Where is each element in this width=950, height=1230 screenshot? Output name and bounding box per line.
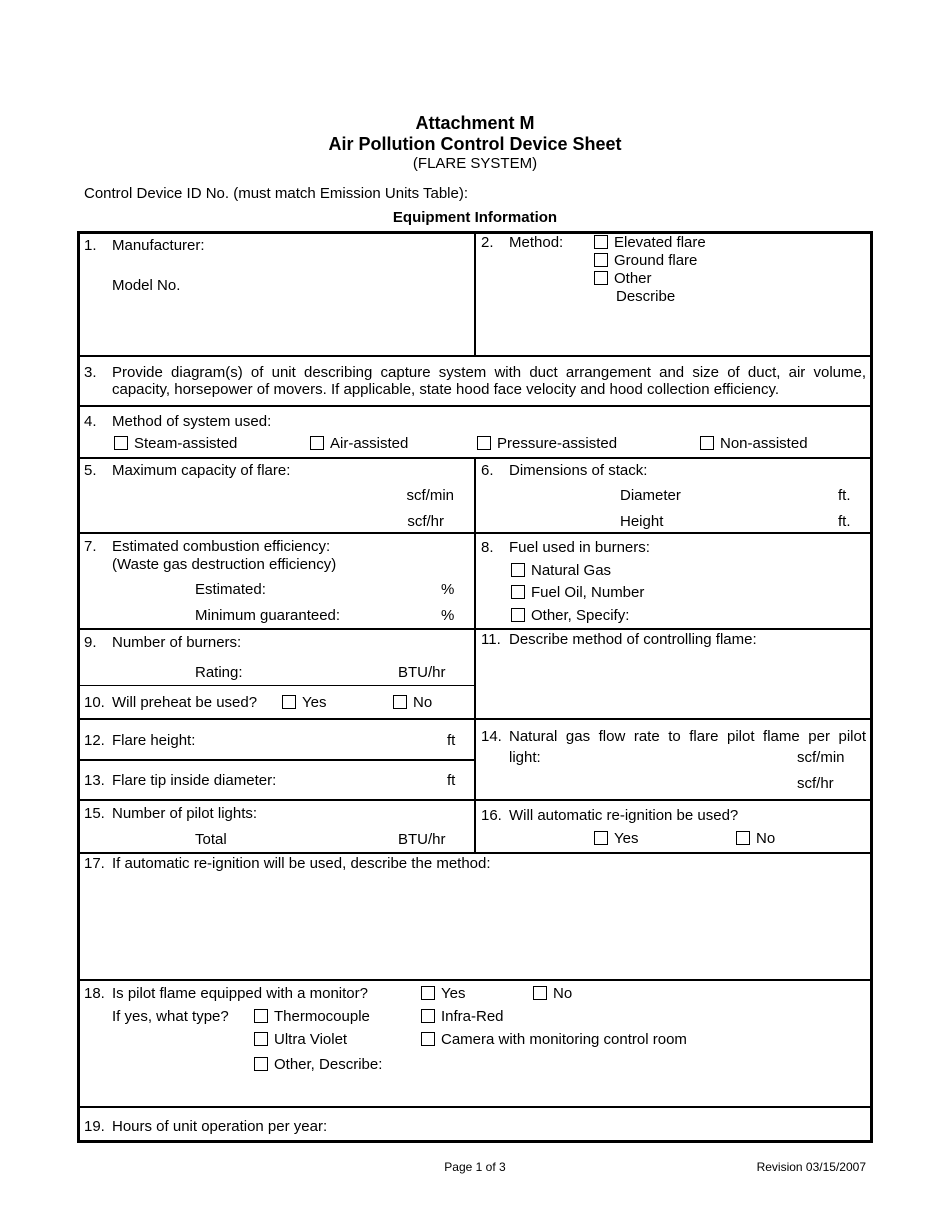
infra-red-checkbox[interactable]	[421, 1009, 435, 1023]
air-assisted-label: Air-assisted	[330, 435, 409, 452]
pressure-assisted-label: Pressure-assisted	[497, 435, 618, 452]
reignition-yes-checkbox[interactable]	[594, 831, 608, 845]
monitor-type-label: If yes, what type?	[112, 1008, 229, 1025]
non-assisted-checkbox[interactable]	[700, 436, 714, 450]
q14-number: 14.	[481, 728, 502, 745]
page-number: Page 1 of 3	[444, 1160, 506, 1174]
operation-hours-label: Hours of unit operation per year:	[112, 1118, 328, 1135]
reignition-method-label: If automatic re-ignition will be used, describe the method:	[112, 855, 491, 872]
table-border-left	[77, 231, 80, 1143]
q1-number: 1.	[84, 237, 97, 254]
describe-label: Describe	[616, 288, 676, 305]
form-title: Air Pollution Control Device Sheet	[328, 134, 622, 154]
infra-red-label: Infra-Red	[441, 1008, 504, 1025]
q8-number: 8.	[481, 539, 494, 556]
capacity-unit-scfmin: scf/min	[406, 487, 454, 504]
pilot-gas-unit-scfhr: scf/hr	[797, 775, 834, 792]
fuel-oil-label: Fuel Oil, Number	[531, 584, 645, 601]
table-border-right	[870, 231, 873, 1143]
q11-number: 11.	[481, 631, 501, 648]
preheat-yes-checkbox[interactable]	[282, 695, 296, 709]
form-subtitle: (FLARE SYSTEM)	[412, 155, 538, 172]
q15-number: 15.	[84, 805, 105, 822]
column-divider	[474, 457, 476, 854]
q13-number: 13.	[84, 772, 105, 789]
other-method-label: Other	[614, 270, 652, 287]
flare-tip-diameter-label: Flare tip inside diameter:	[112, 772, 277, 789]
thermocouple-label: Thermocouple	[274, 1008, 370, 1025]
capacity-unit-scfhr: scf/hr	[407, 513, 444, 530]
natural-gas-label: Natural Gas	[531, 562, 612, 579]
minimum-unit: %	[441, 607, 455, 624]
ultra-violet-checkbox[interactable]	[254, 1032, 268, 1046]
minimum-guaranteed-label: Minimum guaranteed:	[195, 607, 341, 624]
q3-text-line2: capacity, horsepower of movers. If applicable, state hood face velocity and hood collection efficiency.	[112, 381, 780, 398]
camera-label: Camera with monitoring control room	[441, 1031, 687, 1048]
preheat-yes-label: Yes	[302, 694, 327, 711]
system-method-label: Method of system used:	[112, 413, 272, 430]
q3-text-line1: Provide diagram(s) of unit describing capture system with duct arrangement and size of duct, air volume,	[112, 364, 866, 381]
section-label: Equipment Information	[392, 209, 558, 226]
natural-gas-checkbox[interactable]	[511, 563, 525, 577]
reignition-no-label: No	[756, 830, 776, 847]
revision-date: Revision 03/15/2007	[756, 1160, 866, 1174]
elevated-flare-checkbox[interactable]	[594, 235, 608, 249]
control-device-id-label: Control Device ID No. (must match Emission Units Table):	[84, 185, 469, 202]
steam-assisted-label: Steam-assisted	[134, 435, 238, 452]
row-divider	[77, 685, 475, 686]
flame-control-label: Describe method of controlling flame:	[509, 631, 757, 648]
pilot-lights-label: Number of pilot lights:	[112, 805, 258, 822]
pilot-gas-unit-scfmin: scf/min	[797, 749, 845, 766]
preheat-no-label: No	[413, 694, 433, 711]
reignition-label: Will automatic re-ignition be used?	[509, 807, 739, 824]
q5-number: 5.	[84, 462, 97, 479]
row-divider	[77, 405, 873, 407]
diameter-unit: ft.	[838, 487, 851, 504]
row-divider	[77, 979, 873, 981]
q16-number: 16.	[481, 807, 502, 824]
height-label: Height	[620, 513, 664, 530]
thermocouple-checkbox[interactable]	[254, 1009, 268, 1023]
height-unit: ft.	[838, 513, 851, 530]
max-capacity-label: Maximum capacity of flare:	[112, 462, 291, 479]
steam-assisted-checkbox[interactable]	[114, 436, 128, 450]
method-label: Method:	[509, 234, 564, 251]
rating-label: Rating:	[195, 664, 243, 681]
ground-flare-label: Ground flare	[614, 252, 698, 269]
q7-number: 7.	[84, 538, 97, 555]
row-divider	[77, 759, 475, 761]
non-assisted-label: Non-assisted	[720, 435, 808, 452]
q4-number: 4.	[84, 413, 97, 430]
manufacturer-label: Manufacturer:	[112, 237, 205, 254]
ground-flare-checkbox[interactable]	[594, 253, 608, 267]
model-no-label: Model No.	[112, 277, 181, 294]
estimated-unit: %	[441, 581, 455, 598]
flare-height-unit: ft	[447, 732, 456, 749]
stack-dimensions-label: Dimensions of stack:	[509, 462, 648, 479]
ultra-violet-label: Ultra Violet	[274, 1031, 348, 1048]
q12-number: 12.	[84, 732, 105, 749]
q2-number: 2.	[481, 234, 494, 251]
combustion-efficiency-label: Estimated combustion efficiency:	[112, 538, 331, 555]
q6-number: 6.	[481, 462, 494, 479]
reignition-no-checkbox[interactable]	[736, 831, 750, 845]
q9-number: 9.	[84, 634, 97, 651]
table-border-bottom	[77, 1140, 873, 1143]
monitor-label: Is pilot flame equipped with a monitor?	[112, 985, 368, 1002]
pilot-total-label: Total	[195, 831, 227, 848]
monitor-no-label: No	[553, 985, 573, 1002]
flare-height-label: Flare height:	[112, 732, 196, 749]
reignition-yes-label: Yes	[614, 830, 639, 847]
other-fuel-checkbox[interactable]	[511, 608, 525, 622]
pilot-total-unit: BTU/hr	[398, 831, 446, 848]
number-of-burners-label: Number of burners:	[112, 634, 242, 651]
pilot-gas-flow-label-cont: light:	[509, 749, 541, 766]
other-monitor-checkbox[interactable]	[254, 1057, 268, 1071]
q18-number: 18.	[84, 985, 105, 1002]
rating-unit: BTU/hr	[398, 664, 446, 681]
camera-checkbox[interactable]	[421, 1032, 435, 1046]
pilot-gas-flow-label: Natural gas flow rate to flare pilot flame per pilot	[509, 728, 866, 745]
q3-number: 3.	[84, 364, 97, 381]
column-divider	[474, 231, 476, 356]
flare-tip-unit: ft	[447, 772, 456, 789]
elevated-flare-label: Elevated flare	[614, 234, 706, 251]
monitor-yes-checkbox[interactable]	[421, 986, 435, 1000]
diameter-label: Diameter	[620, 487, 681, 504]
q17-number: 17.	[84, 855, 105, 872]
pressure-assisted-checkbox[interactable]	[477, 436, 491, 450]
other-method-checkbox[interactable]	[594, 271, 608, 285]
other-fuel-label: Other, Specify:	[531, 607, 630, 624]
q10-number: 10.	[84, 694, 105, 711]
preheat-label: Will preheat be used?	[112, 694, 258, 711]
fuel-oil-checkbox[interactable]	[511, 585, 525, 599]
q19-number: 19.	[84, 1118, 105, 1135]
monitor-no-checkbox[interactable]	[533, 986, 547, 1000]
preheat-no-checkbox[interactable]	[393, 695, 407, 709]
waste-gas-label: (Waste gas destruction efficiency)	[112, 556, 337, 573]
fuel-used-label: Fuel used in burners:	[509, 539, 650, 556]
row-divider	[77, 1106, 873, 1108]
other-monitor-label: Other, Describe:	[274, 1056, 383, 1073]
air-assisted-checkbox[interactable]	[310, 436, 324, 450]
form-title-attachment: Attachment M	[415, 113, 535, 133]
monitor-yes-label: Yes	[441, 985, 466, 1002]
estimated-label: Estimated:	[195, 581, 266, 598]
